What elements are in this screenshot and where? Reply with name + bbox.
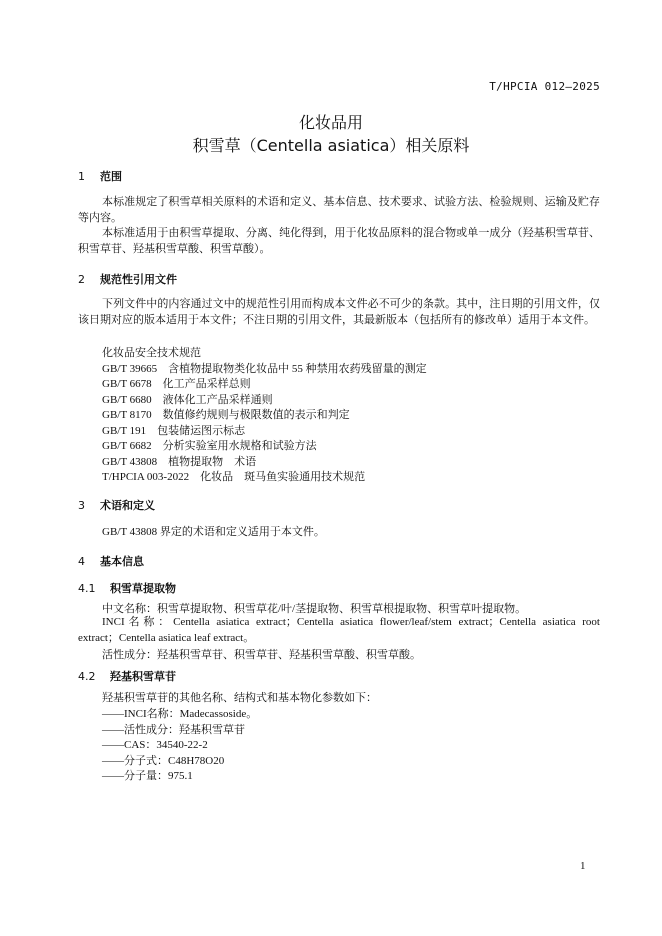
section-title: 规范性引用文件 bbox=[100, 273, 177, 286]
property-item: ——INCI名称：Madecassoside。 bbox=[102, 708, 258, 720]
terms-paragraph: GB/T 43808 界定的术语和定义适用于本文件。 bbox=[102, 526, 325, 538]
scope-paragraph-1: 本标准规定了积雪草相关原料的术语和定义、基本信息、技术要求、试验方法、检验规则、运输及贮存等内容。 bbox=[78, 196, 600, 224]
subsection-number: 4.1 bbox=[78, 582, 96, 595]
section-title: 基本信息 bbox=[100, 555, 144, 568]
section-title: 范围 bbox=[100, 170, 122, 183]
active-ingredients-line: 活性成分：羟基积雪草苷、积雪草苷、羟基积雪草酸、积雪草酸。 bbox=[102, 649, 421, 661]
section-number: 3 bbox=[78, 499, 85, 512]
section-1-heading bbox=[78, 168, 122, 184]
page-number: 1 bbox=[580, 860, 586, 872]
section-title: 术语和定义 bbox=[100, 499, 155, 512]
title-line-2: 积雪草（Centella asiatica）相关原料 bbox=[192, 136, 470, 155]
standard-code: T/HPCIA 012—2025 bbox=[489, 80, 600, 93]
section-3-heading bbox=[78, 497, 155, 513]
reference-item: GB/T 8170 数值修约规则与极限数值的表示和判定 bbox=[102, 409, 350, 421]
property-item: ——分子量：975.1 bbox=[102, 770, 193, 782]
property-item: ——分子式：C48H78O20 bbox=[102, 754, 225, 767]
subsection-number: 4.2 bbox=[78, 670, 96, 683]
title-line-1: 化妆品用 bbox=[298, 113, 363, 132]
reference-item: T/HPCIA 003-2022 化妆品 斑马鱼实验通用技术规范 bbox=[102, 471, 366, 483]
inci-name-paragraph: INCI名称：Centella asiatica extract；Centella asiatica flower/leaf/stem extract；Centella asiatica root extract；Centella asiatica leaf extract。 bbox=[78, 616, 600, 644]
section-number: 4 bbox=[78, 555, 85, 568]
section-number: 2 bbox=[78, 273, 85, 286]
reference-item: GB/T 6678 化工产品采样总则 bbox=[102, 378, 251, 390]
reference-item: GB/T 6680 液体化工产品采样通则 bbox=[102, 393, 273, 406]
reference-item: GB/T 6682 分析实验室用水规格和试验方法 bbox=[102, 440, 317, 452]
section-2-heading bbox=[78, 271, 177, 287]
subsection-title: 羟基积雪草苷 bbox=[110, 670, 176, 683]
scope-paragraph-2: 本标准适用于由积雪草提取、分离、纯化得到，用于化妆品原料的混合物或单一成分（羟基积雪草苷、积雪草苷、羟基积雪草酸、积雪草酸）。 bbox=[78, 227, 600, 255]
section-4-heading bbox=[78, 553, 144, 569]
property-item: ——CAS：34540-22-2 bbox=[102, 739, 208, 751]
reference-item: GB/T 191 包装储运图示标志 bbox=[102, 424, 246, 437]
chinese-name-line: 中文名称：积雪草提取物、积雪草花/叶/茎提取物、积雪草根提取物、积雪草叶提取物。 bbox=[102, 603, 527, 615]
subsection-title: 积雪草提取物 bbox=[110, 582, 176, 595]
reference-item: 化妆品安全技术规范 bbox=[102, 347, 201, 359]
property-item: ——活性成分：羟基积雪草苷 bbox=[102, 723, 245, 736]
madecassoside-intro: 羟基积雪草苷的其他名称、结构式和基本物化参数如下： bbox=[102, 692, 377, 704]
section-number: 1 bbox=[78, 170, 85, 183]
reference-item: GB/T 39665 含植物提取物类化妆品中 55 种禁用农药残留量的测定 bbox=[102, 362, 427, 375]
normative-references-intro: 下列文件中的内容通过文中的规范性引用而构成本文件必不可少的条款。其中，注日期的引用文件，仅该日期对应的版本适用于本文件；不注日期的引用文件，其最新版本（包括所有的修改单）适用于本文件。 bbox=[78, 298, 600, 326]
subsection-4-1-heading bbox=[78, 580, 176, 596]
subsection-4-2-heading bbox=[78, 668, 176, 684]
reference-item: GB/T 43808 植物提取物 术语 bbox=[102, 455, 257, 468]
